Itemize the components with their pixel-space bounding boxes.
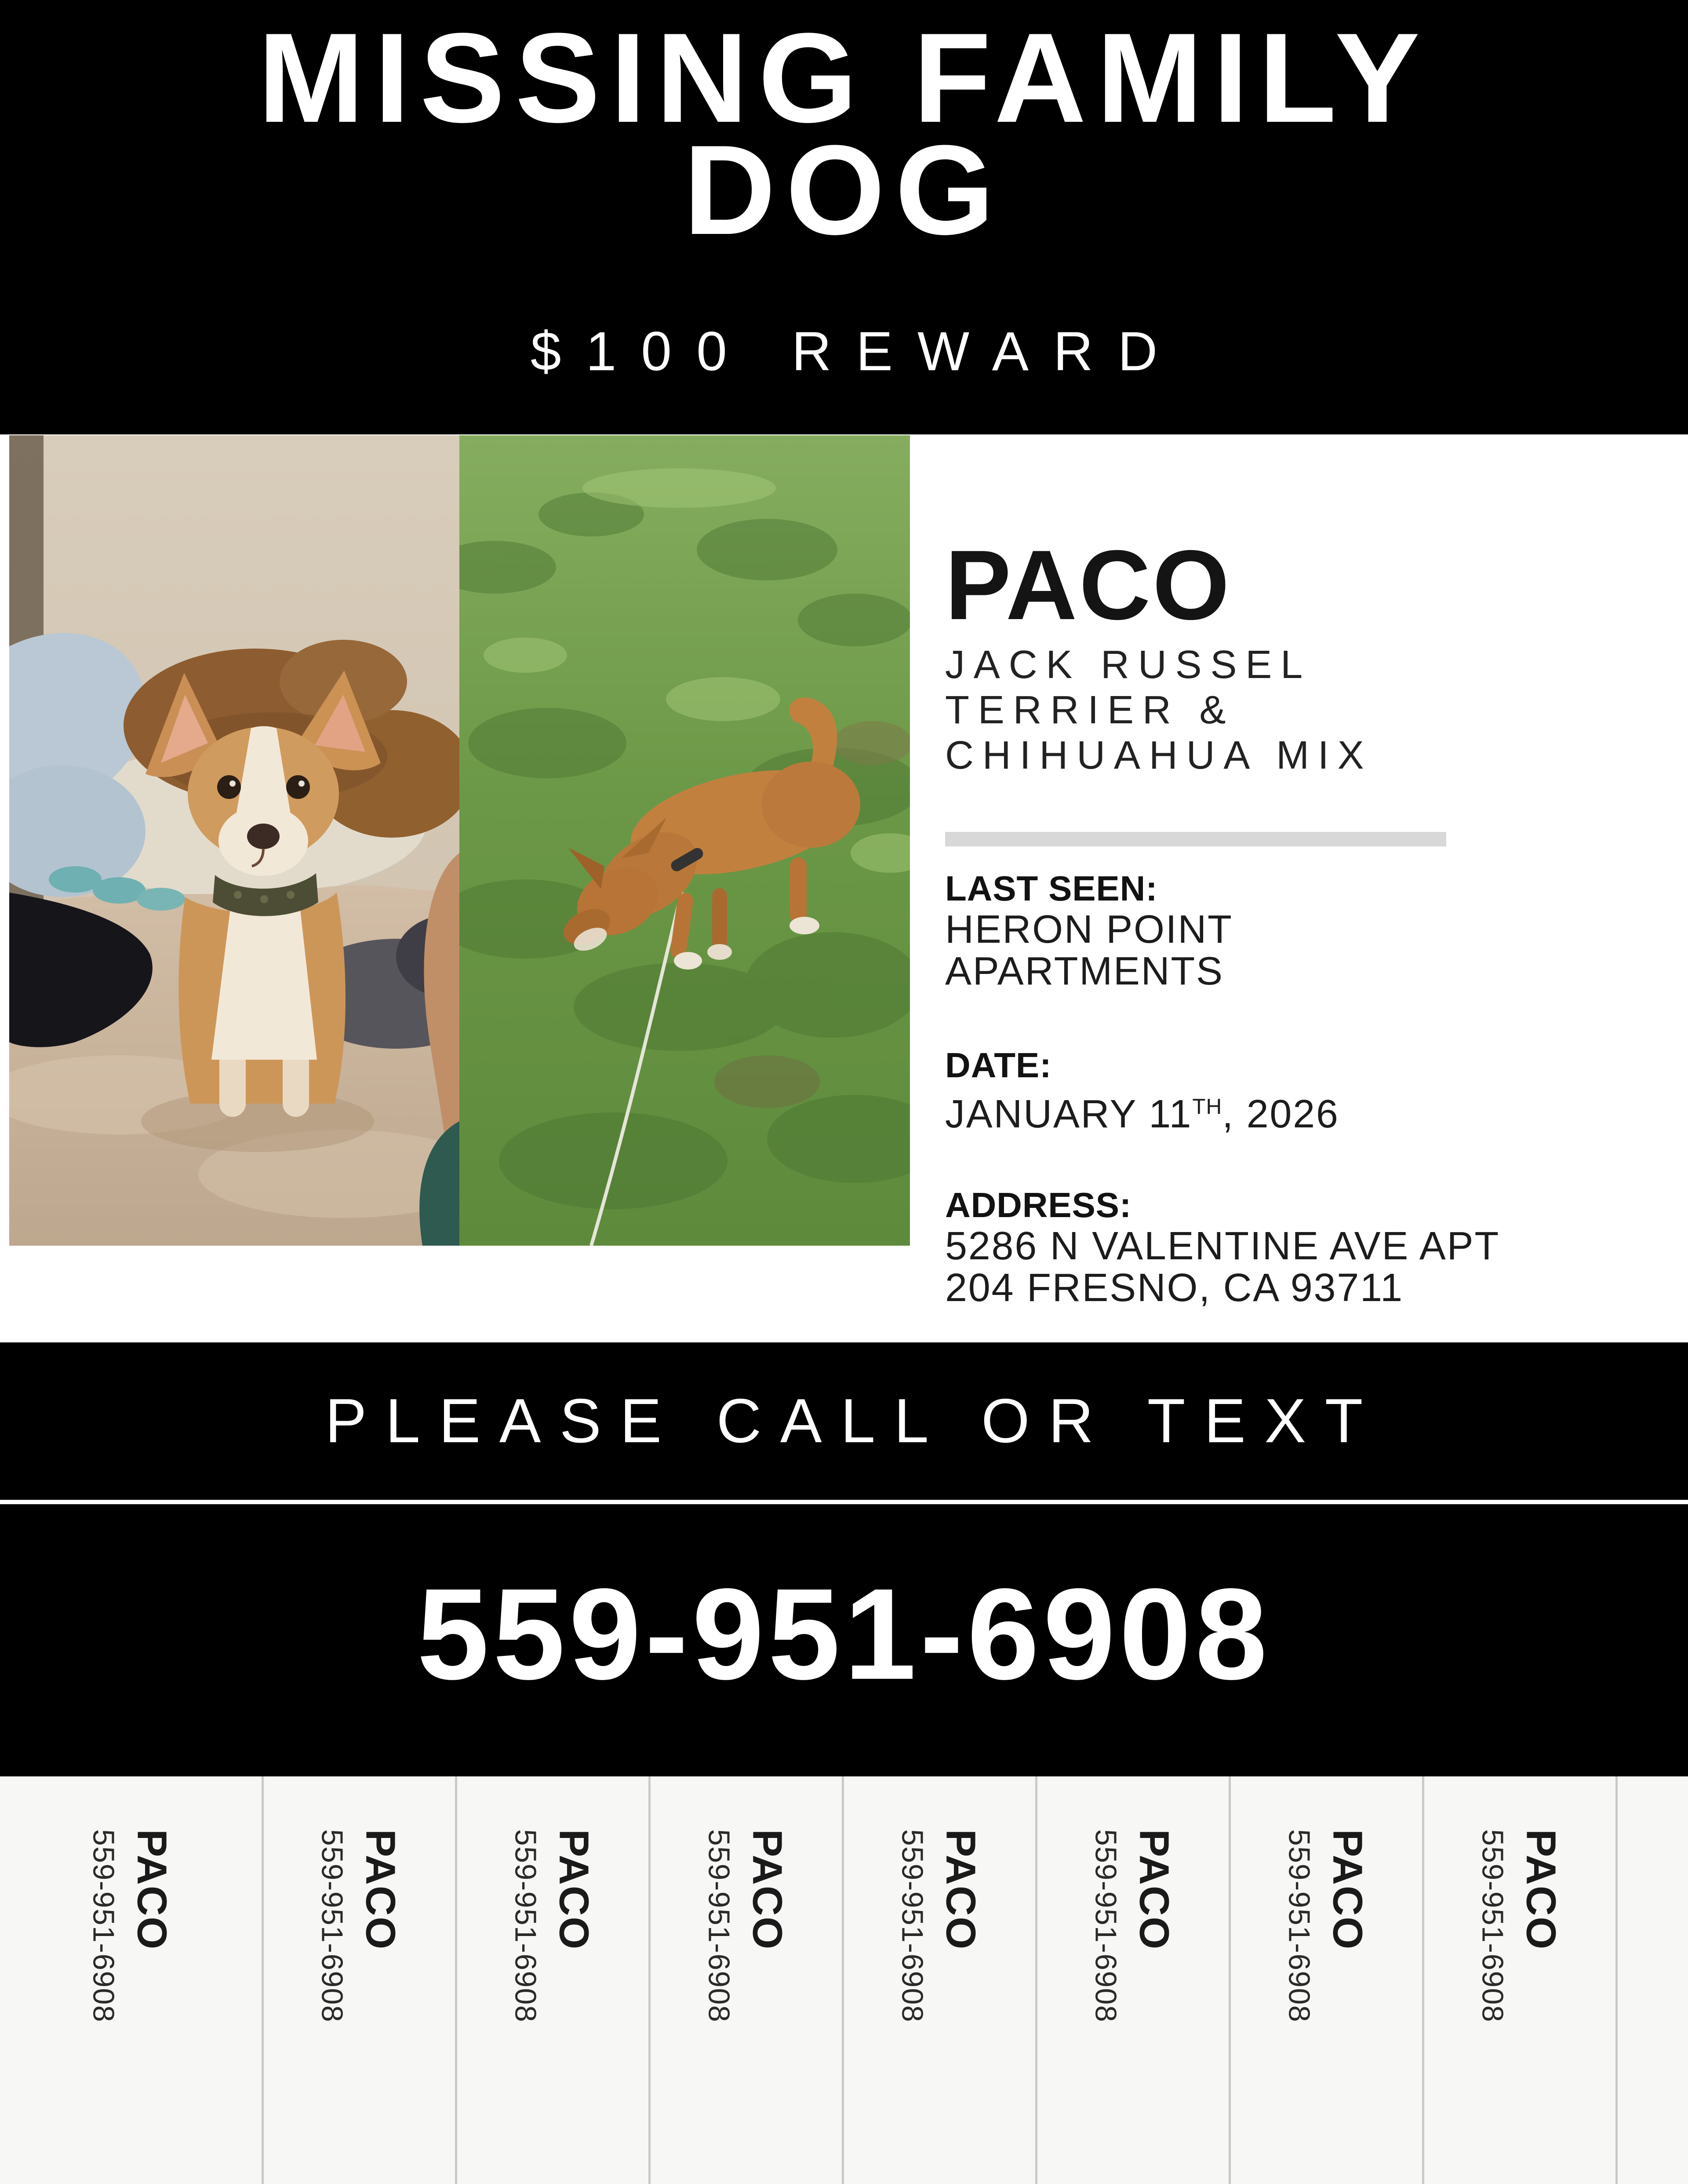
title-line-1: MISSING FAMILY	[258, 7, 1430, 149]
dog-haunch	[762, 762, 860, 848]
collar-stud	[260, 895, 268, 903]
title-line-2: DOG	[683, 119, 1005, 261]
tear-tab-phone: 559-951-6908	[509, 1829, 542, 2023]
tear-tab-text	[891, 1829, 988, 2023]
dog-right-eye	[286, 775, 310, 799]
dog-name-heading: PACO	[945, 529, 1232, 640]
dog-white-paw	[674, 952, 702, 970]
dog-rear-leg	[790, 857, 807, 923]
tear-tab-dog-name: PACO	[550, 1829, 597, 1951]
dog-on-grass-illustration	[459, 435, 910, 1246]
phone-banner	[0, 1504, 1688, 1776]
dog-on-bed-photo	[9, 435, 459, 1246]
page-title	[0, 0, 1688, 261]
reward-text: $100 REWARD	[530, 321, 1182, 382]
address-label: ADDRESS:	[945, 1185, 1132, 1225]
last-seen-section	[945, 868, 1666, 992]
tear-tab	[844, 1776, 1037, 2184]
date-label: DATE:	[945, 1046, 1052, 1085]
tear-tab	[1037, 1776, 1231, 2184]
eye-highlight	[298, 780, 305, 787]
address-line-1: 5286 N VALENTINE AVE APT	[945, 1224, 1500, 1268]
collar-stud	[234, 891, 242, 899]
tear-tab-phone: 559-951-6908	[895, 1829, 929, 2023]
tear-tab-text	[1085, 1829, 1182, 2023]
tear-tab	[1231, 1776, 1424, 2184]
date-section	[945, 1045, 1666, 1135]
tear-tab-dog-name: PACO	[744, 1829, 791, 1951]
phone-number: 559-951-6908	[417, 1561, 1271, 1706]
breed-line-1: JACK RUSSEL	[945, 643, 1311, 687]
last-seen-line-1: HERON POINT	[945, 908, 1233, 952]
tear-tab-text	[698, 1829, 795, 2023]
dog-on-bed-illustration	[9, 435, 459, 1246]
tear-tab-dog-name: PACO	[128, 1829, 175, 1951]
tear-tab-text	[1278, 1829, 1375, 2023]
call-to-action-text: PLEASE CALL OR TEXT	[325, 1386, 1382, 1456]
address-line-2: 204 FRESNO, CA 93711	[945, 1266, 1404, 1310]
tear-tab-text	[505, 1829, 601, 2023]
dry-patch	[714, 1055, 820, 1108]
tear-tab-dog-name: PACO	[1131, 1829, 1178, 1951]
date-value	[945, 1086, 1666, 1135]
date-ordinal: TH	[1192, 1094, 1222, 1119]
tear-tab-text	[1472, 1829, 1568, 2023]
dog-white-paw	[789, 917, 819, 934]
dog-front-leg	[712, 888, 727, 950]
tear-tab	[0, 1776, 264, 2184]
collar-stud	[287, 891, 295, 899]
dog-on-grass-photo	[459, 435, 910, 1246]
tear-off-strip	[0, 1776, 1688, 2184]
tear-tab-phone: 559-951-6908	[1476, 1829, 1510, 2023]
tear-tab-phone: 559-951-6908	[702, 1829, 736, 2023]
last-seen-line-2: APARTMENTS	[945, 949, 1224, 993]
tear-tab	[1424, 1776, 1618, 2184]
dog-nose	[247, 824, 280, 849]
tear-tab-dog-name: PACO	[937, 1829, 984, 1951]
tear-tab-dog-name: PACO	[357, 1829, 404, 1951]
address-section	[945, 1185, 1666, 1309]
header-banner	[0, 0, 1688, 434]
tear-tab-dog-name: PACO	[1517, 1829, 1564, 1951]
breed-text	[945, 642, 1666, 778]
tear-tab-phone: 559-951-6908	[87, 1829, 120, 2023]
tear-tab-phone: 559-951-6908	[1089, 1829, 1123, 2023]
tear-tab	[651, 1776, 844, 2184]
tear-strip-end	[1618, 1776, 1688, 2184]
date-year: , 2026	[1222, 1092, 1339, 1136]
dog-info-panel	[945, 529, 1666, 1310]
dog-left-eye	[217, 775, 241, 799]
tear-tab-phone: 559-951-6908	[315, 1829, 349, 2023]
eye-highlight	[229, 780, 236, 787]
tear-tab-text	[83, 1829, 179, 2023]
tear-tab-text	[311, 1829, 408, 2023]
tear-tab	[457, 1776, 651, 2184]
breed-line-2: TERRIER &	[945, 688, 1235, 732]
teal-fabric	[137, 888, 185, 911]
tear-tab-phone: 559-951-6908	[1282, 1829, 1316, 2023]
section-divider	[945, 832, 1446, 846]
last-seen-label: LAST SEEN:	[945, 869, 1158, 908]
call-to-action-banner	[0, 1342, 1688, 1500]
tear-tab	[264, 1776, 457, 2184]
date-day: JANUARY 11	[945, 1092, 1193, 1136]
breed-line-3: CHIHUAHUA MIX	[945, 733, 1373, 777]
dog-white-paw	[707, 944, 732, 960]
tear-tab-dog-name: PACO	[1324, 1829, 1371, 1951]
dry-patch	[833, 721, 910, 765]
